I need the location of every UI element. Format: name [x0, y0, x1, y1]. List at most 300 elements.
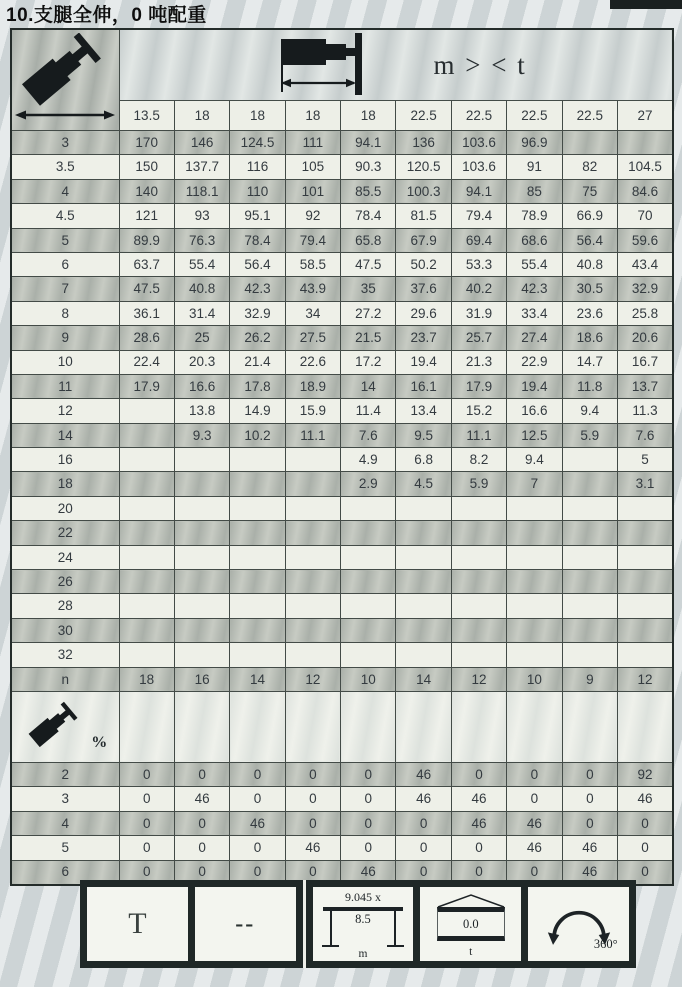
row-label: 28	[11, 594, 119, 618]
value-cell	[341, 691, 396, 762]
value-cell: 33.4	[507, 301, 562, 325]
value-cell: 5.9	[562, 423, 617, 447]
value-cell: 17.2	[341, 350, 396, 374]
page-title: 10.支腿全伸，0 吨配重	[6, 5, 207, 26]
value-cell: 84.6	[618, 179, 674, 203]
row-label: 3	[11, 787, 119, 811]
value-cell: 0	[396, 811, 451, 835]
outrigger-unit: m	[358, 948, 368, 960]
row-label: n	[11, 667, 119, 691]
value-cell: 25.8	[618, 301, 674, 325]
value-cell: 15.9	[285, 399, 340, 423]
value-cell: 46	[230, 811, 285, 835]
value-cell	[230, 691, 285, 762]
value-cell	[562, 496, 617, 520]
radius-row	[11, 472, 673, 496]
boom-span-header: 27	[618, 101, 674, 131]
value-cell	[396, 545, 451, 569]
value-cell: 32.9	[618, 277, 674, 301]
value-cell: 17.9	[451, 374, 506, 398]
value-cell: 27.2	[341, 301, 396, 325]
radius-row	[11, 643, 673, 667]
outrigger-dim-long: 9.045 x	[344, 890, 381, 904]
value-cell: 37.6	[396, 277, 451, 301]
pct-row	[11, 811, 673, 835]
value-cell: 0	[396, 836, 451, 860]
value-cell: 46	[285, 836, 340, 860]
value-cell: 22.6	[285, 350, 340, 374]
row-label: 3	[11, 131, 119, 155]
value-cell: 19.4	[507, 374, 562, 398]
value-cell: 0	[230, 762, 285, 786]
value-cell: 76.3	[174, 228, 229, 252]
value-cell: 15.2	[451, 399, 506, 423]
row-label: 2	[11, 762, 119, 786]
value-cell	[562, 691, 617, 762]
value-cell: 10.2	[230, 423, 285, 447]
value-cell: 92	[618, 762, 674, 786]
boom-span-header: 22.5	[396, 101, 451, 131]
value-cell: 55.4	[174, 252, 229, 276]
value-cell	[451, 496, 506, 520]
value-cell: 0	[618, 860, 674, 885]
radius-row	[11, 301, 673, 325]
value-cell: 0	[341, 836, 396, 860]
row-label: 9	[11, 326, 119, 350]
value-cell	[507, 545, 562, 569]
scan-artifact	[610, 0, 682, 9]
radius-row	[11, 277, 673, 301]
row-label: 10	[11, 350, 119, 374]
boom-span-header: 22.5	[562, 101, 617, 131]
value-cell: 78.4	[230, 228, 285, 252]
outrigger-pad-right	[387, 945, 404, 948]
value-cell: 6.8	[396, 448, 451, 472]
value-cell: 14.7	[562, 350, 617, 374]
value-cell: 85	[507, 179, 562, 203]
value-cell	[285, 643, 340, 667]
value-cell	[396, 594, 451, 618]
value-cell: 2.9	[341, 472, 396, 496]
value-cell: 146	[174, 131, 229, 155]
rotation-icon	[537, 894, 621, 954]
value-cell: 46	[174, 787, 229, 811]
value-cell: 46	[396, 762, 451, 786]
value-cell: 0	[618, 811, 674, 835]
value-cell	[174, 521, 229, 545]
value-cell: 0	[618, 836, 674, 860]
value-cell: 3.1	[618, 472, 674, 496]
radius-row	[11, 350, 673, 374]
value-cell: 16.6	[174, 374, 229, 398]
value-cell: 0	[451, 836, 506, 860]
radius-row	[11, 423, 673, 447]
value-cell: 9	[562, 667, 617, 691]
value-cell: 63.7	[119, 252, 174, 276]
value-cell: 28.6	[119, 326, 174, 350]
value-cell: 40.8	[562, 252, 617, 276]
value-cell: 14	[341, 374, 396, 398]
value-cell: 47.5	[341, 252, 396, 276]
value-cell	[341, 545, 396, 569]
value-cell: 12	[285, 667, 340, 691]
pct-header-cell	[11, 691, 119, 762]
value-cell: 31.9	[451, 301, 506, 325]
value-cell	[230, 618, 285, 642]
radius-row	[11, 496, 673, 520]
value-cell: 46	[451, 811, 506, 835]
value-cell: 16.1	[396, 374, 451, 398]
boom-angle-icon	[15, 33, 115, 125]
value-cell	[507, 691, 562, 762]
outrigger-pad-left	[322, 945, 339, 948]
radius-row	[11, 594, 673, 618]
outrigger-legend-box	[313, 887, 414, 961]
value-cell: 0	[174, 811, 229, 835]
value-cell	[341, 570, 396, 594]
value-cell	[119, 423, 174, 447]
value-cell	[285, 521, 340, 545]
value-cell: 12	[618, 667, 674, 691]
value-cell	[230, 545, 285, 569]
value-cell	[451, 545, 506, 569]
value-cell	[119, 570, 174, 594]
value-cell: 0	[230, 860, 285, 885]
value-cell	[618, 545, 674, 569]
value-cell	[174, 448, 229, 472]
value-cell	[285, 472, 340, 496]
value-cell	[119, 643, 174, 667]
value-cell: 16	[174, 667, 229, 691]
value-cell: 17.8	[230, 374, 285, 398]
boom-angle-icon	[23, 697, 85, 753]
value-cell	[562, 594, 617, 618]
value-cell	[230, 570, 285, 594]
legend-strip	[80, 880, 636, 968]
value-cell	[507, 570, 562, 594]
row-label: 8	[11, 301, 119, 325]
hook-symbol: T	[128, 907, 147, 940]
value-cell: 0	[174, 762, 229, 786]
value-cell: 124.5	[230, 131, 285, 155]
value-cell: 22.9	[507, 350, 562, 374]
value-cell: 104.5	[618, 155, 674, 179]
outrigger-beam	[323, 907, 403, 911]
value-cell: 34	[285, 301, 340, 325]
value-cell: 65.8	[341, 228, 396, 252]
value-cell: 67.9	[396, 228, 451, 252]
value-cell: 89.9	[119, 228, 174, 252]
value-cell: 82	[562, 155, 617, 179]
value-cell: 0	[507, 860, 562, 885]
value-cell: 116	[230, 155, 285, 179]
load-chart-table	[10, 28, 674, 886]
boom-span-header: 13.5	[119, 101, 174, 131]
value-cell: 55.4	[507, 252, 562, 276]
value-cell	[230, 643, 285, 667]
value-cell	[562, 545, 617, 569]
value-cell: 20.6	[618, 326, 674, 350]
value-cell: 46	[396, 787, 451, 811]
value-cell	[285, 545, 340, 569]
row-label: 22	[11, 521, 119, 545]
value-cell: 14	[230, 667, 285, 691]
radius-row	[11, 252, 673, 276]
value-cell: 5.9	[451, 472, 506, 496]
value-cell: 70	[618, 204, 674, 228]
row-label: 32	[11, 643, 119, 667]
value-cell: 20.3	[174, 350, 229, 374]
value-cell: 30.5	[562, 277, 617, 301]
strip-divider	[303, 880, 306, 968]
value-cell	[507, 496, 562, 520]
value-cell: 101	[285, 179, 340, 203]
value-cell	[174, 472, 229, 496]
value-cell: 11.1	[285, 423, 340, 447]
value-cell	[174, 691, 229, 762]
radius-row	[11, 399, 673, 423]
value-cell: 0	[174, 836, 229, 860]
value-cell	[230, 594, 285, 618]
row-label: 4.5	[11, 204, 119, 228]
radius-row	[11, 155, 673, 179]
value-cell: 111	[285, 131, 340, 155]
value-cell: 9.3	[174, 423, 229, 447]
boom-span-header: 18	[174, 101, 229, 131]
value-cell: 5	[618, 448, 674, 472]
value-cell: 0	[507, 762, 562, 786]
value-cell: 11.8	[562, 374, 617, 398]
value-cell	[285, 448, 340, 472]
value-cell: 12	[451, 667, 506, 691]
value-cell	[618, 643, 674, 667]
value-cell	[174, 618, 229, 642]
value-cell: 23.6	[562, 301, 617, 325]
value-cell: 0	[451, 762, 506, 786]
value-cell	[562, 618, 617, 642]
value-cell: 13.8	[174, 399, 229, 423]
value-cell: 0	[174, 860, 229, 885]
row-label: 6	[11, 860, 119, 885]
counterweight-value: 0.0	[437, 907, 505, 941]
dash-legend-box	[195, 887, 296, 961]
radius-row	[11, 448, 673, 472]
value-cell: 137.7	[174, 155, 229, 179]
radius-row	[11, 374, 673, 398]
value-cell: 0	[119, 787, 174, 811]
value-cell: 18.6	[562, 326, 617, 350]
value-cell	[119, 618, 174, 642]
value-cell: 136	[396, 131, 451, 155]
value-cell: 93	[174, 204, 229, 228]
value-cell: 11.4	[341, 399, 396, 423]
row-label: 16	[11, 448, 119, 472]
row-label: 11	[11, 374, 119, 398]
row-label: 5	[11, 836, 119, 860]
value-cell	[285, 691, 340, 762]
value-cell: 0	[119, 762, 174, 786]
value-cell: 0	[341, 811, 396, 835]
value-cell: 43.4	[618, 252, 674, 276]
outrigger-dim-wide: 8.5	[355, 912, 371, 926]
value-cell	[396, 570, 451, 594]
row-label: 30	[11, 618, 119, 642]
value-cell: 0	[230, 787, 285, 811]
value-cell: 7.6	[341, 423, 396, 447]
value-cell: 9.4	[507, 448, 562, 472]
value-cell	[174, 545, 229, 569]
value-cell: 31.4	[174, 301, 229, 325]
value-cell	[507, 643, 562, 667]
value-cell	[562, 570, 617, 594]
value-cell	[451, 691, 506, 762]
value-cell: 46	[451, 787, 506, 811]
value-cell	[119, 521, 174, 545]
value-cell: 22.4	[119, 350, 174, 374]
value-cell	[119, 472, 174, 496]
value-cell: 170	[119, 131, 174, 155]
value-cell	[507, 521, 562, 545]
counterweight-icon	[435, 893, 507, 958]
value-cell: 53.3	[451, 252, 506, 276]
boom-span-header: 18	[341, 101, 396, 131]
value-cell: 0	[451, 860, 506, 885]
value-cell	[396, 521, 451, 545]
value-cell: 120.5	[396, 155, 451, 179]
value-cell: 7.6	[618, 423, 674, 447]
value-cell	[119, 545, 174, 569]
value-cell: 85.5	[341, 179, 396, 203]
row-label: 3.5	[11, 155, 119, 179]
value-cell: 91	[507, 155, 562, 179]
value-cell: 13.7	[618, 374, 674, 398]
value-cell: 46	[562, 860, 617, 885]
value-cell: 58.5	[285, 252, 340, 276]
value-cell: 0	[396, 860, 451, 885]
value-cell: 59.6	[618, 228, 674, 252]
value-cell: 78.9	[507, 204, 562, 228]
value-cell: 150	[119, 155, 174, 179]
value-cell: 21.5	[341, 326, 396, 350]
value-cell: 12.5	[507, 423, 562, 447]
value-cell: 46	[618, 787, 674, 811]
value-cell	[230, 448, 285, 472]
value-cell: 118.1	[174, 179, 229, 203]
value-cell	[618, 521, 674, 545]
row-label: 12	[11, 399, 119, 423]
radius-vs-load-label: m > < t	[433, 49, 527, 80]
radius-row	[11, 570, 673, 594]
value-cell	[174, 570, 229, 594]
radius-row	[11, 204, 673, 228]
dash-symbol: --	[235, 910, 256, 937]
boom-length-cell	[119, 29, 673, 101]
value-cell	[618, 131, 674, 155]
value-cell	[451, 521, 506, 545]
value-cell	[618, 496, 674, 520]
value-cell: 11.1	[451, 423, 506, 447]
value-cell: 0	[341, 787, 396, 811]
value-cell: 56.4	[562, 228, 617, 252]
value-cell: 43.9	[285, 277, 340, 301]
value-cell: 69.4	[451, 228, 506, 252]
row-label: 20	[11, 496, 119, 520]
percent-label: %	[91, 733, 108, 751]
value-cell: 17.9	[119, 374, 174, 398]
value-cell	[119, 496, 174, 520]
row-label: 18	[11, 472, 119, 496]
value-cell: 46	[341, 860, 396, 885]
value-cell: 68.6	[507, 228, 562, 252]
value-cell: 79.4	[285, 228, 340, 252]
value-cell: 0	[119, 860, 174, 885]
value-cell: 50.2	[396, 252, 451, 276]
value-cell: 29.6	[396, 301, 451, 325]
value-cell: 36.1	[119, 301, 174, 325]
counterweight-legend-box	[420, 887, 521, 961]
value-cell	[285, 496, 340, 520]
value-cell: 110	[230, 179, 285, 203]
value-cell	[396, 691, 451, 762]
row-label: 24	[11, 545, 119, 569]
value-cell	[507, 594, 562, 618]
value-cell: 40.8	[174, 277, 229, 301]
value-cell: 18.9	[285, 374, 340, 398]
value-cell: 103.6	[451, 131, 506, 155]
boom-span-header: 22.5	[507, 101, 562, 131]
chart-header-row	[11, 29, 673, 101]
value-cell	[562, 521, 617, 545]
value-cell	[285, 618, 340, 642]
counterweight-roof	[435, 893, 507, 908]
value-cell: 27.4	[507, 326, 562, 350]
value-cell: 14.9	[230, 399, 285, 423]
value-cell: 18	[119, 667, 174, 691]
value-cell: 94.1	[341, 131, 396, 155]
rotation-angle-label: 360°	[593, 937, 618, 951]
value-cell: 103.6	[451, 155, 506, 179]
value-cell: 105	[285, 155, 340, 179]
value-cell: 26.2	[230, 326, 285, 350]
value-cell	[451, 594, 506, 618]
value-cell: 40.2	[451, 277, 506, 301]
value-cell: 14	[396, 667, 451, 691]
value-cell	[451, 570, 506, 594]
value-cell: 13.4	[396, 399, 451, 423]
value-cell: 9.4	[562, 399, 617, 423]
value-cell: 0	[285, 762, 340, 786]
radius-row	[11, 521, 673, 545]
value-cell: 0	[562, 811, 617, 835]
outrigger-leg-right	[394, 911, 396, 946]
outrigger-span-icon	[321, 890, 405, 960]
radius-row	[11, 179, 673, 203]
value-cell: 90.3	[341, 155, 396, 179]
value-cell	[341, 594, 396, 618]
value-cell: 25.7	[451, 326, 506, 350]
radius-row	[11, 131, 673, 155]
value-cell: 42.3	[507, 277, 562, 301]
value-cell	[174, 496, 229, 520]
value-cell: 78.4	[341, 204, 396, 228]
radius-row	[11, 228, 673, 252]
row-label: 6	[11, 252, 119, 276]
value-cell	[618, 618, 674, 642]
value-cell	[562, 131, 617, 155]
radius-row	[11, 618, 673, 642]
value-cell: 0	[341, 762, 396, 786]
value-cell	[341, 521, 396, 545]
